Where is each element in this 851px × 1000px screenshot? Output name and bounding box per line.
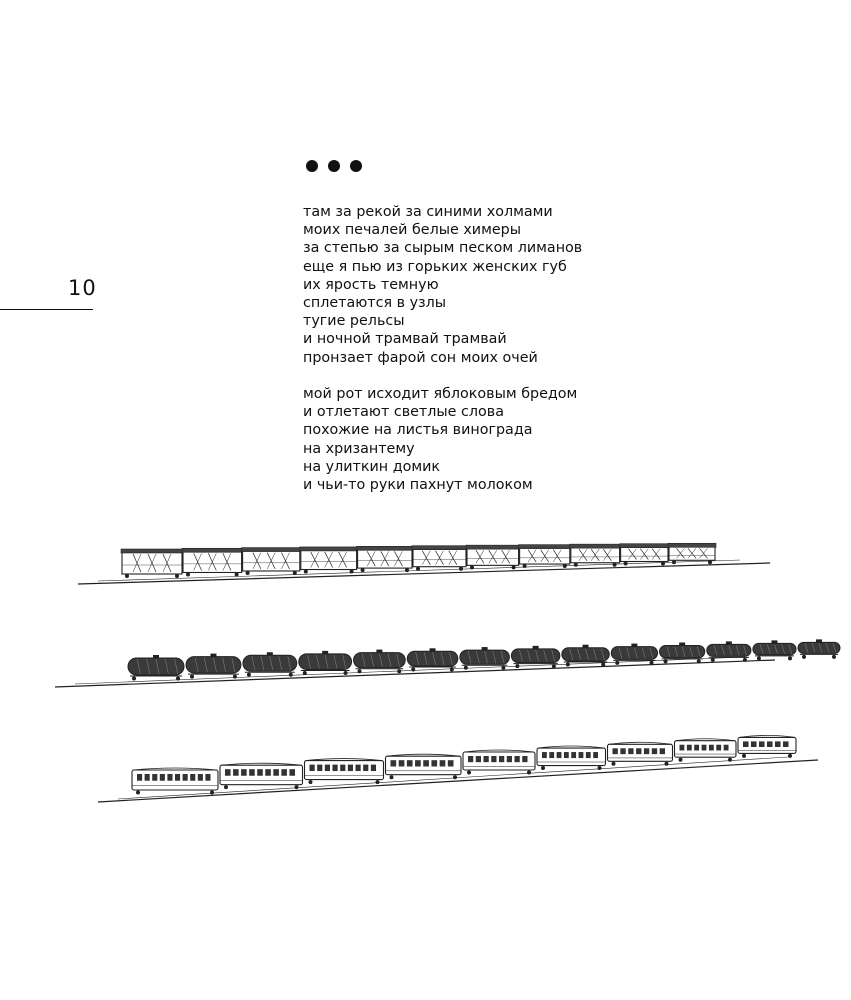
train-car (537, 746, 606, 770)
poem-line: за степью за сырым песком лиманов (303, 240, 583, 257)
poem-line: и чьи-то руки пахнут молоком (303, 477, 533, 494)
train-car (386, 754, 462, 779)
train-car (128, 655, 184, 681)
train-car (354, 650, 406, 674)
ornament-dots (306, 160, 362, 172)
poem (303, 203, 582, 512)
poem-line: на хризантему (303, 440, 415, 457)
poem-line: их ярость темную (303, 276, 439, 293)
stanza-2 (303, 385, 582, 494)
freight-train-sketch (0, 530, 851, 600)
tank-train-sketch (0, 630, 851, 700)
poem-line: там за рекой за синими холмами (303, 204, 553, 220)
page-number-rule (0, 309, 93, 310)
poem-line: моих печалей белые химеры (303, 222, 522, 239)
train-car (305, 759, 384, 785)
train-car (620, 544, 669, 566)
train-car (220, 763, 303, 789)
dot (350, 160, 362, 172)
train-car (299, 651, 352, 675)
poem-line: на улиткин домик (303, 458, 441, 475)
page-number: 10 (68, 276, 97, 300)
train-car (243, 652, 297, 677)
train-car (707, 641, 751, 661)
train-cars (132, 735, 796, 794)
train-car (798, 639, 840, 659)
train-car (412, 546, 467, 571)
train-car (300, 547, 358, 574)
passenger-train-sketch (0, 730, 851, 810)
train-car (182, 548, 243, 576)
poem-line: сплетаются в узлы (303, 295, 447, 312)
train-cars (128, 639, 840, 680)
train-car (121, 549, 183, 578)
train-car (738, 735, 796, 758)
train-car (608, 742, 673, 766)
poem-line: похожие на листья винограда (303, 422, 533, 439)
dot (328, 160, 340, 172)
train-car (407, 648, 458, 671)
poem-line: тугие рельсы (303, 313, 405, 330)
train-car (186, 654, 241, 679)
train-cars (121, 543, 716, 578)
train-car (463, 750, 535, 775)
train-car (460, 647, 510, 670)
poem-line: и отлетают светлые слова (303, 404, 504, 421)
train-car (519, 545, 571, 568)
train-car (132, 768, 218, 795)
train-car (675, 739, 737, 762)
train-car (357, 546, 413, 572)
poem-line: еще я пью из горьких женских губ (303, 258, 567, 275)
train-car (753, 640, 796, 660)
poem-line: мой рот исходит яблоковым бредом (303, 386, 578, 403)
train-car (242, 548, 301, 575)
stanza-1 (303, 203, 582, 367)
poem-line: и ночной трамвай трамвай (303, 331, 507, 348)
poem-line: пронзает фарой сон моих очей (303, 349, 538, 366)
train-car (570, 544, 621, 567)
dot (306, 160, 318, 172)
train-car (466, 545, 520, 569)
